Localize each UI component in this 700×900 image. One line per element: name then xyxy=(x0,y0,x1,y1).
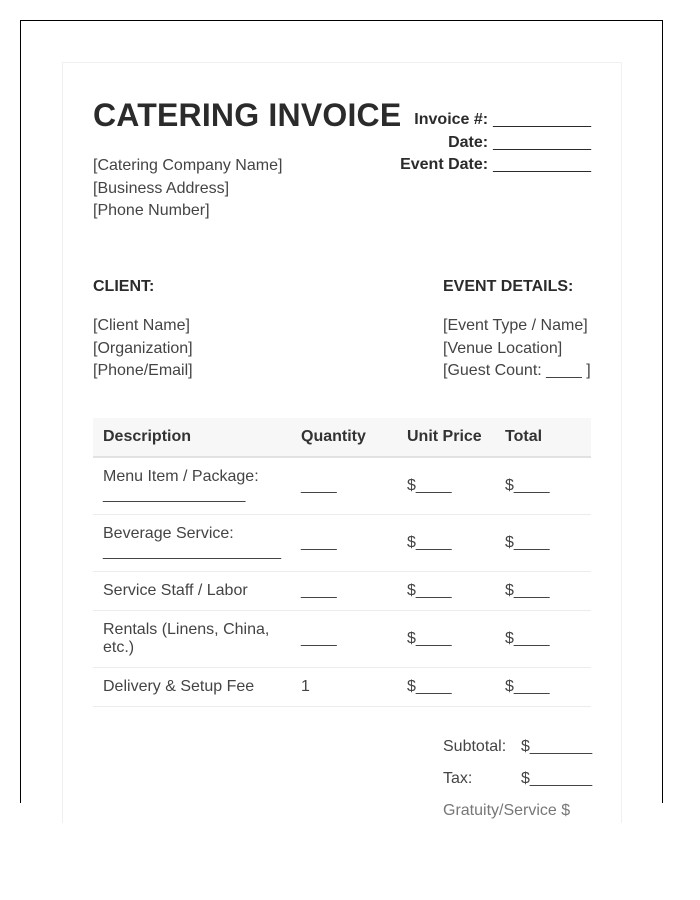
item-description-line: Beverage Service: xyxy=(103,525,234,542)
item-description xyxy=(93,457,291,515)
line-items-table xyxy=(93,418,591,707)
event-type: [Event Type / Name] xyxy=(443,317,588,334)
item-unit-price: $____ xyxy=(397,611,495,668)
item-total: $____ xyxy=(495,572,591,611)
item-description-blank: ____________________ xyxy=(103,543,281,560)
document-frame xyxy=(20,20,663,819)
item-unit-price: $____ xyxy=(397,572,495,611)
item-total: $____ xyxy=(495,457,591,515)
business-address: [Business Address] xyxy=(93,179,230,197)
client-heading: CLIENT: xyxy=(93,278,155,295)
item-unit-price: $____ xyxy=(397,668,495,707)
event-date-row xyxy=(400,156,591,179)
client-info xyxy=(93,315,193,383)
item-description-blank: ________________ xyxy=(103,486,246,503)
item-description-line: Rentals (Linens, China, xyxy=(103,621,270,638)
item-total: $____ xyxy=(495,668,591,707)
item-total: $____ xyxy=(495,611,591,668)
table-header-row xyxy=(93,418,591,457)
item-quantity: ____ xyxy=(291,572,397,611)
guest-count: [Guest Count: ____ ] xyxy=(443,362,591,379)
tax-value: $_______ xyxy=(521,770,593,787)
item-description-line: Menu Item / Package: xyxy=(103,468,259,485)
table-row xyxy=(93,457,591,515)
column-header-quantity: Quantity xyxy=(291,418,397,457)
client-contact: [Phone/Email] xyxy=(93,362,193,379)
tax-row xyxy=(443,763,592,795)
item-description-line-2: etc.) xyxy=(103,639,135,656)
item-description: Delivery & Setup Fee xyxy=(93,668,291,707)
invoice-title: CATERING INVOICE xyxy=(93,97,402,133)
invoice-page xyxy=(62,62,622,823)
column-header-unit-price: Unit Price xyxy=(397,418,495,457)
subtotal-label: Subtotal: xyxy=(443,738,507,755)
table-row xyxy=(93,611,591,668)
date-field: ___________ xyxy=(493,133,591,151)
phone-number: [Phone Number] xyxy=(93,202,210,219)
subtotal-value: $_______ xyxy=(521,738,593,755)
subtotal-row xyxy=(443,731,592,763)
company-name: [Catering Company Name] xyxy=(93,157,283,174)
client-name: [Client Name] xyxy=(93,317,190,334)
tax-label: Tax: xyxy=(443,770,473,787)
venue-location: [Venue Location] xyxy=(443,339,563,357)
item-description: Service Staff / Labor xyxy=(93,572,291,611)
event-date-label: Event Date: xyxy=(400,156,489,173)
event-date-field: ___________ xyxy=(493,156,591,173)
column-header-description: Description xyxy=(93,418,291,457)
event-details-heading: EVENT DETAILS: xyxy=(443,278,574,295)
item-quantity: 1 xyxy=(291,668,397,707)
invoice-number-row xyxy=(400,111,591,134)
date-row xyxy=(400,134,591,157)
item-total: $____ xyxy=(495,515,591,572)
column-header-total: Total xyxy=(495,418,591,457)
table-row xyxy=(93,515,591,572)
item-description xyxy=(93,515,291,572)
item-quantity: ____ xyxy=(291,611,397,668)
invoice-number-label: Invoice #: xyxy=(414,111,489,128)
item-description xyxy=(93,611,291,668)
item-quantity: ____ xyxy=(291,515,397,572)
totals-block xyxy=(443,731,592,827)
date-label: Date: xyxy=(448,133,489,151)
item-unit-price: $____ xyxy=(397,457,495,515)
item-quantity: ____ xyxy=(291,457,397,515)
gratuity-row xyxy=(443,795,592,827)
invoice-number-field: ___________ xyxy=(493,111,591,128)
event-info xyxy=(443,315,591,383)
invoice-meta xyxy=(400,111,591,179)
company-info xyxy=(93,155,282,223)
table-row xyxy=(93,668,591,707)
table-row xyxy=(93,572,591,611)
gratuity-label: Gratuity/Service $ xyxy=(443,802,571,819)
client-organization: [Organization] xyxy=(93,339,193,357)
item-unit-price: $____ xyxy=(397,515,495,572)
